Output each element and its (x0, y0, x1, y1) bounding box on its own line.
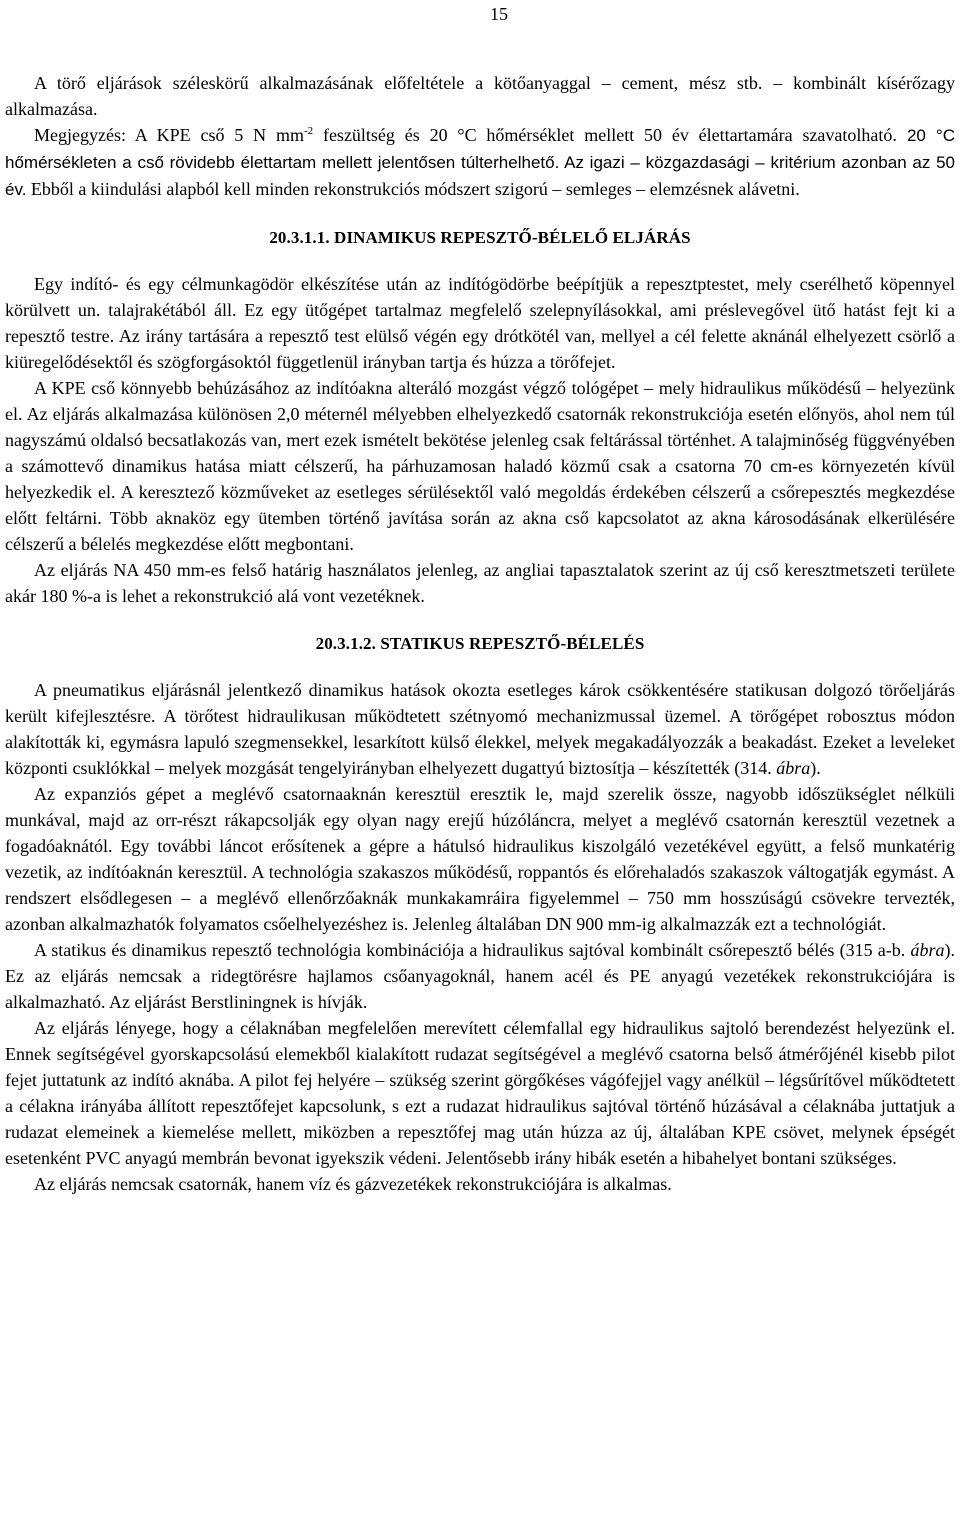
static-paragraph-4: Az eljárás lényege, hogy a célaknában megfelelően merevített célemfallal egy hidraulikus sajtoló berendezést helyezünk el. Ennek segítségével gyorskapcsolású elemekből kialakított rudazat segítségével a meglévő csatorna belső átmérőjénél kisebb pilot fejet juttatunk az indító aknába. A pilot fej helyére – szükség szerint görgőkéses vágófejjel vagy anélkül – légsűrítővel működtetett a célakna irányába állított repesztőfejet kapcsolunk, s ezt a rudazat hidraulikus sajtóval történő húzásával a célaknába juttatjuk a rudazat elemeinek a kiemelése mellett, miközben a repesztőfej mag után húzza az új, általában KPE csövet, melynek épségét esetenként PVC anyagú membrán bevonat igyekszik védeni. Jelentősebb irány hibák esetén a hibahelyet bontani szükséges. (5, 1018, 955, 1168)
static-p3-text-b: ). Ez az eljárás nemcsak a ridegtörésre hajlamos csőanyagoknál, hanem acél és PE anyagú vezetékek rekonstrukciójára is alkalmazható. Az eljárást Berstliningnek is hívják. (5, 940, 955, 1012)
note-text-a: Megjegyzés: A KPE cső 5 N mm (34, 125, 304, 145)
dynamic-paragraph-3: Az eljárás NA 450 mm-es felső határig használatos jelenleg, az angliai tapasztalatok szerint az új cső keresztmetszeti területe akár 180 %-a is lehet a rekonstrukció alá vont vezetéknek. (5, 560, 955, 606)
page-number: 15 (490, 4, 508, 24)
note-text-sans: 20 °C hőmérsékleten a cső rövidebb élettartam mellett jelentősen túlterhelhető. Az igazi – közgazdasági – kritérium azonban az 50 év. (5, 126, 955, 199)
section-heading-dynamic: 20.3.1.1. DINAMIKUS REPESZTŐ-BÉLELŐ ELJÁRÁS (269, 228, 691, 247)
static-p1-text-b: ). (810, 758, 821, 778)
intro-paragraph: A törő eljárások széleskörű alkalmazásának előfeltétele a kötőanyaggal – cement, mész stb. – kombinált kísérőzagy alkalmazása. (5, 73, 955, 119)
note-text-c: Ebből a kiindulási alapból kell minden rekonstrukciós módszert szigorú – semleges – elemzésnek alávetni. (26, 179, 800, 199)
dynamic-paragraph-1: Egy indító- és egy célmunkagödör elkészítése után az indítógödörbe beépítjük a repesztptestet, mely cserélhető köpennyel körülvett un. talajrakétából áll. Ez egy ütőgépet tartalmaz megfelelő szelepnyílásokkal, ami préslevegővel ütő hatást fejt ki a repesztő testre. Az irány tartására a repesztő test elülső végén egy drótkötél van, mellyel a cél felette aknánál elhelyezett csörlő a kiüregelődésektől és szögforgásoktól függetlenül irányban tartja és húzza a törőfejet. (5, 274, 955, 372)
section-heading-static: 20.3.1.2. STATIKUS REPESZTŐ-BÉLELÉS (315, 634, 645, 653)
page-body (5, 70, 955, 1197)
static-paragraph-2: Az expanziós gépet a meglévő csatornaaknán keresztül eresztik le, majd szerelik össze, nagyobb időszükséglet nélküli munkával, majd az orr-részt rákapcsolják egy olyan nagy erejű húzóláncra, melyet a meglévő csatornán keresztül vezetnek a fogadóaknától. Egy további láncot erősítenek a gépre a hátulsó hidraulikus kiszolgáló vezetékével együtt, a felső munkatérig vezetik, az indítóaknán keresztül. A technológia szakaszos működésű, roppantós és előrehaladós szakaszok váltogatják egymást. A rendszert elsődlegesen – a meglévő ellenőrzőaknák munkakamráira figyelemmel – 750 mm hosszúságú csövekre tervezték, azonban alkalmazhatók folyamatos csőelhelyezéshez is. Jelenleg általában DN 900 mm-ig alkalmazzák ezt a technológiát. (5, 784, 955, 934)
static-p1-text-a: A pneumatikus eljárásnál jelentkező dinamikus hatások okozta esetleges károk csökkentésére statikusan dolgozó törőeljárás került kifejlesztésre. A törőtest hidraulikusan működtetett szétnyomó mechanizmussal üzemel. A törőgépet robosztus módon alakították ki, egymásra lapuló szegmensekkel, lesarkított külső élekkel, melyek megakadályozzák a beakadást. Ezeket a leveleket központi csuklókkal – melyek mozgását tengelyirányban elhelyezett dugattyú biztosítja – készítették (314. (5, 680, 955, 778)
dynamic-paragraph-2: A KPE cső könnyebb behúzásához az indítóakna alteráló mozgást végző tológépet – mely hidraulikus működésű – helyezünk el. Az eljárás alkalmazása különösen 2,0 méternél mélyebben elhelyezkedő csatornák rekonstrukciója esetén előnyös, ahol nem túl nagyszámú oldalsó becsatlakozás van, mert ezek ismételt bekötése jelenleg csak feltárással történhet. A talajminőség függvényében a számottevő dinamikus hatása miatt célszerű, ha párhuzamosan haladó közmű csak a csatorna 70 cm-es környezetén kívül helyezkedik el. A keresztező közműveket az esetleges sérülésektől való megoldás érdekében célszerű a csőrepesztés megkezdése előtt feltárni. Több aknaköz egy ütemben történő javítása során az akna cső kapcsolatot az akna károsodásának elkerülésére célszerű a bélelés megkezdése előtt megbontani. (5, 378, 955, 554)
static-paragraph-5: Az eljárás nemcsak csatornák, hanem víz és gázvezetékek rekonstrukciójára is alkalmas. (34, 1174, 672, 1194)
figure-ref-315: ábra (910, 940, 945, 960)
static-p3-text-a: A statikus és dinamikus repesztő technológia kombinációja a hidraulikus sajtóval kombinált csőrepesztő bélés (315 a-b. (34, 940, 911, 960)
note-text-b: feszültség és 20 °C hőmérséklet mellett 50 év élettartamára szavatolható. (313, 125, 897, 145)
static-paragraph-1 (5, 677, 955, 781)
note-superscript: -2 (303, 125, 314, 137)
figure-ref-314: ábra (776, 758, 811, 778)
note-paragraph (5, 122, 955, 203)
static-paragraph-3 (5, 937, 955, 1015)
